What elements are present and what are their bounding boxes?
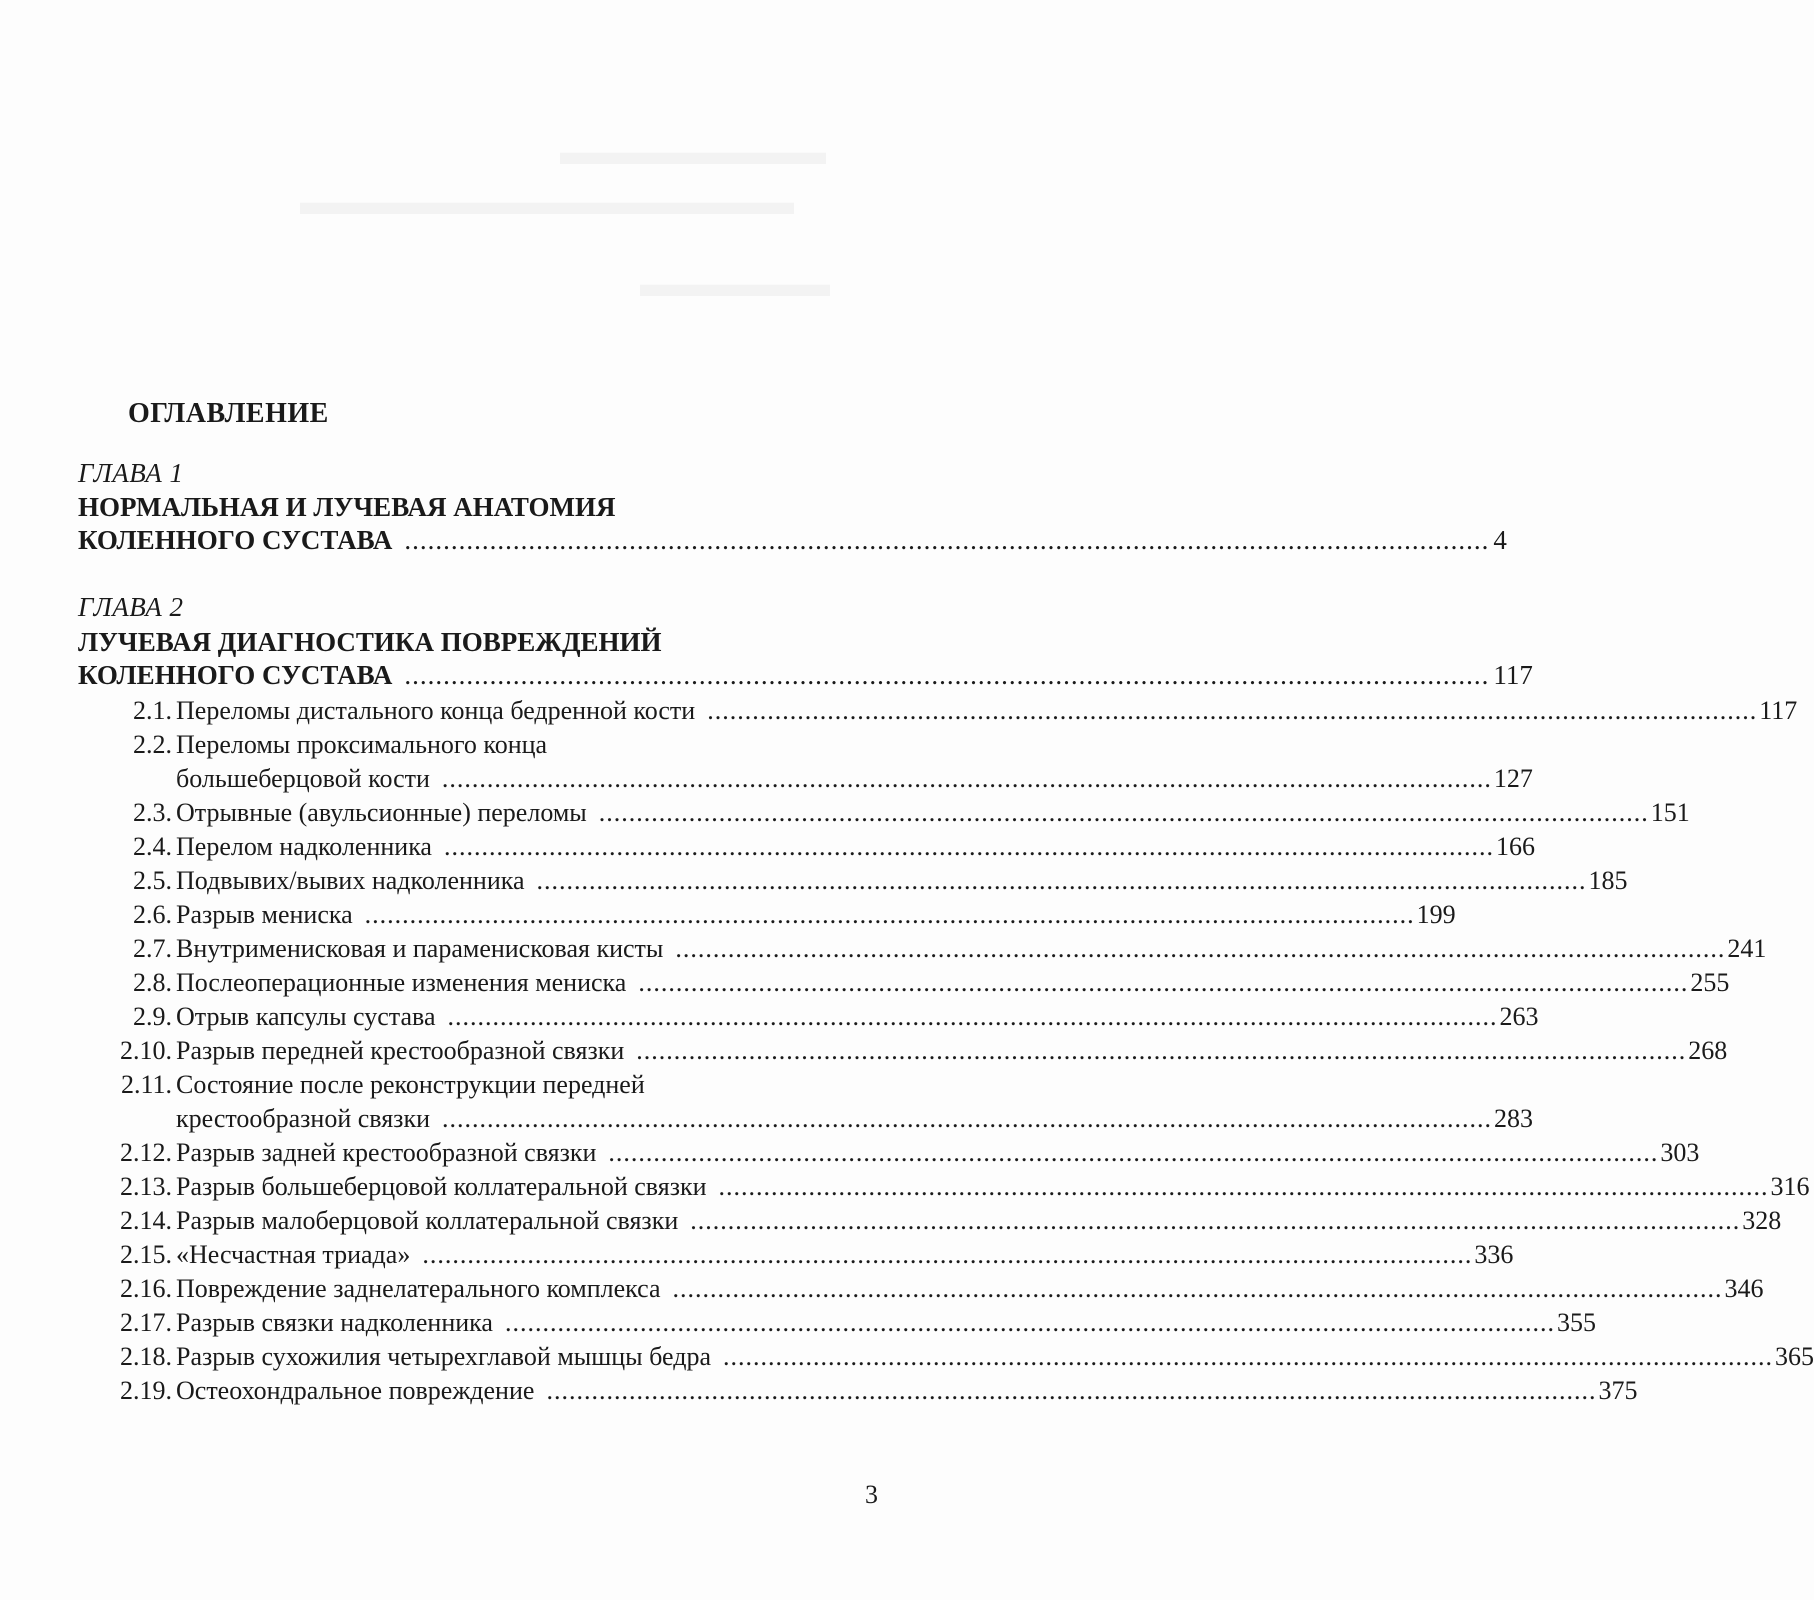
section-title: Разрыв задней крестообразной связки — [176, 1138, 597, 1167]
leader-dots: ............................................................................................................................................ — [443, 832, 1494, 861]
section-page: 255 — [1690, 968, 1730, 997]
section-page: 365 — [1775, 1342, 1814, 1371]
section-2-9[interactable] — [0, 1002, 1539, 1036]
page-number: 3 — [865, 1480, 878, 1509]
chapter-1-title-line1: НОРМАЛЬНАЯ И ЛУЧЕВАЯ АНАТОМИЯ — [78, 492, 616, 522]
section-title: «Несчастная триада» — [176, 1240, 411, 1269]
section-page: 127 — [1493, 764, 1533, 793]
section-page: 263 — [1499, 1002, 1539, 1031]
section-page: 151 — [1650, 798, 1690, 827]
section-title: Остеохондральное повреждение — [176, 1376, 535, 1405]
section-title: Разрыв сухожилия четырехглавой мышцы бедра — [176, 1342, 711, 1371]
leader-dots: ............................................................................................................................................ — [364, 900, 1415, 929]
section-title: Разрыв передней крестообразной связки — [176, 1036, 625, 1065]
section-page: 346 — [1724, 1274, 1764, 1303]
section-number: 2.12. — [120, 1138, 172, 1167]
section-title: Повреждение заднелатерального комплекса — [176, 1274, 661, 1303]
section-number: 2.15. — [120, 1240, 172, 1269]
section-number: 2.6. — [133, 900, 172, 929]
section-title: Разрыв связки надколенника — [176, 1308, 493, 1337]
section-number: 2.16. — [120, 1274, 172, 1303]
leader-dots: ............................................................................................................................................ — [404, 660, 1490, 690]
section-page: 117 — [1759, 696, 1798, 725]
section-title: Отрыв капсулы сустава — [176, 1002, 436, 1031]
section-number: 2.7. — [133, 934, 172, 963]
toc-title: ОГЛАВЛЕНИЕ — [128, 398, 329, 429]
section-page: 303 — [1660, 1138, 1700, 1167]
section-number: 2.17. — [120, 1308, 172, 1337]
section-2-1[interactable] — [0, 696, 1798, 730]
section-number: 2.19. — [120, 1376, 172, 1405]
show-through: ▬▬▬▬▬▬▬ ▬▬▬▬▬▬▬▬▬▬▬▬▬ ▬▬▬▬▬ — [300, 131, 830, 305]
leader-dots: ............................................................................................................................................ — [442, 1104, 1492, 1133]
section-title: Подвывих/вывих надколенника — [176, 866, 525, 895]
chapter-2-title-line2: КОЛЕННОГО СУСТАВА — [78, 660, 393, 690]
leader-dots: ............................................................................................................................................ — [636, 1036, 1687, 1065]
section-2-15[interactable] — [0, 1240, 1514, 1274]
section-title: Отрывные (авульсионные) переломы — [176, 798, 587, 827]
leader-dots: ............................................................................................................................................ — [422, 1240, 1473, 1269]
section-number: 2.10. — [120, 1036, 172, 1065]
section-page: 166 — [1495, 832, 1535, 861]
section-2-17[interactable] — [0, 1308, 1596, 1342]
section-title: Внутрименисковая и параменисковая кисты — [176, 934, 664, 963]
section-number: 2.5. — [133, 866, 172, 895]
chapter-1-page: 4 — [1493, 525, 1507, 555]
leader-dots: ............................................................................................................................................ — [546, 1376, 1597, 1405]
section-2-3[interactable] — [0, 798, 1690, 832]
section-number: 2.11. — [120, 1070, 172, 1099]
section-title: Переломы дистального конца бедренной кости — [176, 696, 696, 725]
section-page: 328 — [1742, 1206, 1782, 1235]
section-page: 316 — [1770, 1172, 1810, 1201]
leader-dots: ............................................................................................................................................ — [690, 1206, 1741, 1235]
chapter-1-entry[interactable] — [78, 525, 1507, 556]
section-page: 199 — [1416, 900, 1456, 929]
section-number: 2.3. — [133, 798, 172, 827]
leader-dots: ............................................................................................................................................ — [608, 1138, 1659, 1167]
section-number: 2.1. — [133, 696, 172, 725]
section-2-5[interactable] — [0, 866, 1628, 900]
section-2-2[interactable] — [0, 730, 1533, 798]
leader-dots: ............................................................................................................................................ — [675, 934, 1726, 963]
section-2-4[interactable] — [0, 832, 1535, 866]
section-title: Послеоперационные изменения мениска — [176, 968, 627, 997]
section-2-12[interactable] — [0, 1138, 1700, 1172]
section-2-6[interactable] — [0, 900, 1456, 934]
section-page: 375 — [1598, 1376, 1638, 1405]
section-title-line1: Переломы проксимального конца — [176, 730, 548, 759]
leader-dots: ............................................................................................................................................ — [441, 764, 1492, 793]
section-title-line2: крестообразной связки — [176, 1104, 430, 1133]
section-page: 283 — [1494, 1104, 1533, 1133]
section-2-8[interactable] — [0, 968, 1730, 1002]
section-page: 268 — [1688, 1036, 1728, 1065]
section-number: 2.14. — [120, 1206, 172, 1235]
section-2-11[interactable] — [0, 1070, 1533, 1138]
chapter-2-title-line1: ЛУЧЕВАЯ ДИАГНОСТИКА ПОВРЕЖДЕНИЙ — [78, 627, 662, 657]
section-title-line2: большеберцовой кости — [176, 764, 430, 793]
section-2-10[interactable] — [0, 1036, 1728, 1070]
section-title: Разрыв малоберцовой коллатеральной связки — [176, 1206, 679, 1235]
section-page: 336 — [1474, 1240, 1514, 1269]
leader-dots: ............................................................................................................................................ — [638, 968, 1689, 997]
leader-dots: ............................................................................................................................................ — [718, 1172, 1769, 1201]
section-page: 355 — [1556, 1308, 1596, 1337]
chapter-1-label: ГЛАВА 1 — [78, 458, 184, 488]
section-title: Разрыв большеберцовой коллатеральной связки — [176, 1172, 707, 1201]
section-number: 2.9. — [133, 1002, 172, 1031]
section-2-19[interactable] — [0, 1376, 1638, 1410]
leader-dots: ............................................................................................................................................ — [536, 866, 1587, 895]
section-number: 2.8. — [133, 968, 172, 997]
section-title: Перелом надколенника — [176, 832, 432, 861]
chapter-2-entry[interactable] — [78, 660, 1533, 691]
section-number: 2.4. — [133, 832, 172, 861]
leader-dots: ............................................................................................................................................ — [598, 798, 1649, 827]
chapter-2-page: 117 — [1493, 660, 1533, 690]
section-page: 241 — [1727, 934, 1767, 963]
section-2-16[interactable] — [0, 1274, 1764, 1308]
section-2-14[interactable] — [0, 1206, 1782, 1240]
section-title-line1: Состояние после реконструкции передней — [176, 1070, 645, 1099]
leader-dots: ............................................................................................................................................ — [723, 1342, 1773, 1371]
section-2-18[interactable] — [0, 1342, 1814, 1376]
chapter-2-label: ГЛАВА 2 — [78, 592, 184, 622]
section-2-13[interactable] — [0, 1172, 1810, 1206]
leader-dots: ............................................................................................................................................ — [504, 1308, 1555, 1337]
leader-dots: ............................................................................................................................................ — [707, 696, 1758, 725]
section-page: 185 — [1588, 866, 1628, 895]
leader-dots: ............................................................................................................................................ — [672, 1274, 1723, 1303]
section-number: 2.13. — [120, 1172, 172, 1201]
section-title: Разрыв мениска — [176, 900, 353, 929]
leader-dots: ............................................................................................................................................ — [404, 525, 1490, 555]
section-number: 2.18. — [120, 1342, 172, 1371]
section-2-7[interactable] — [0, 934, 1767, 968]
section-number: 2.2. — [133, 730, 172, 759]
leader-dots: ............................................................................................................................................ — [447, 1002, 1498, 1031]
chapter-1-title-line2: КОЛЕННОГО СУСТАВА — [78, 525, 393, 555]
